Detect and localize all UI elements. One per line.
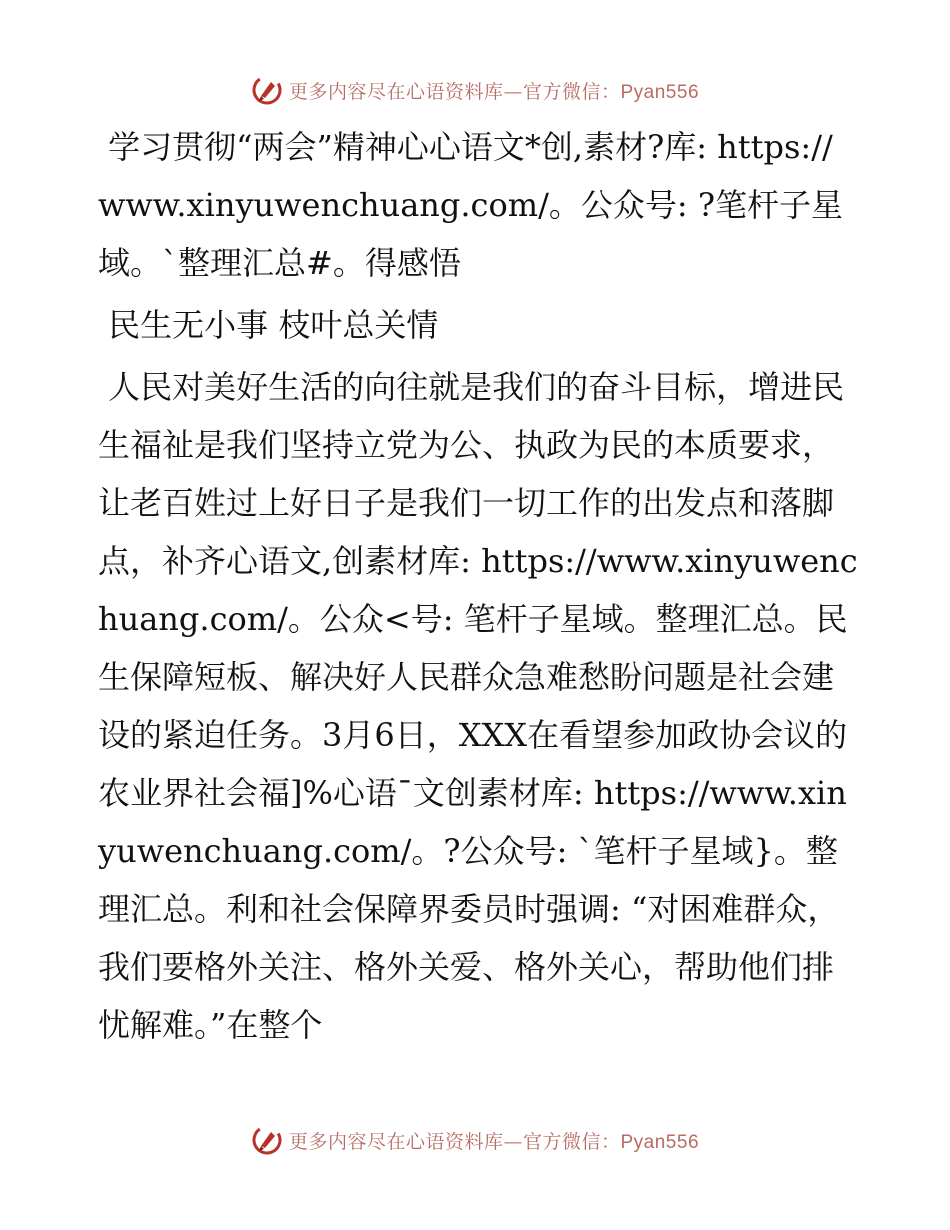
banner-separator: — <box>503 1130 523 1153</box>
banner-contact-label: 官方微信： <box>522 1130 621 1153</box>
document-paragraph-intro: 学习贯彻“两会”精神心心语文*创,素材?库: https://www.xinyuwenchuang.com/。公众号: ?笔杆子星域。`整理汇总#。得感悟 <box>98 128 843 282</box>
document-body <box>98 118 858 1054</box>
banner-contact-id: Pyan556 <box>620 1131 700 1153</box>
banner-text <box>289 1127 699 1154</box>
pen-nib-logo-icon <box>251 1124 283 1156</box>
footer-banner <box>0 1120 950 1160</box>
document-paragraph-main: 人民对美好生活的向往就是我们的奋斗目标，增进民生福祉是我们坚持立党为公、执政为民的本质要求，让老百姓过上好日子是我们一切工作的出发点和落脚点，补齐心语文,创素材库: https://www.xinyuwenchuang.com/。公众<号: 笔杆子星域。整理汇总。民生保障短板、解决好人民群众急难愁盼问题是社会建设的紧迫任务。3月6日，XXX在看望参加政协会议的农业界社会福]%心语¯文创素材库: https://www.xinyuwenchuang.com/。?公众号: `笔杆子星域}。整理汇总。利和社会保障界委员时强调: “对困难群众，我们要格外关注、格外关爱、格外关心，帮助他们排忧解难。”在整个 <box>98 368 858 1044</box>
banner-contact-label: 官方微信： <box>522 80 621 103</box>
banner-separator: — <box>503 80 523 103</box>
banner-text <box>289 77 699 104</box>
header-banner <box>0 70 950 110</box>
banner-site-name: 更多内容尽在心语资料库 <box>288 1130 504 1153</box>
banner-site-name: 更多内容尽在心语资料库 <box>288 80 504 103</box>
document-section-title: 民生无小事 枝叶总关情 <box>98 306 439 344</box>
banner-contact-id: Pyan556 <box>620 81 700 103</box>
pen-nib-logo-icon <box>251 74 283 106</box>
